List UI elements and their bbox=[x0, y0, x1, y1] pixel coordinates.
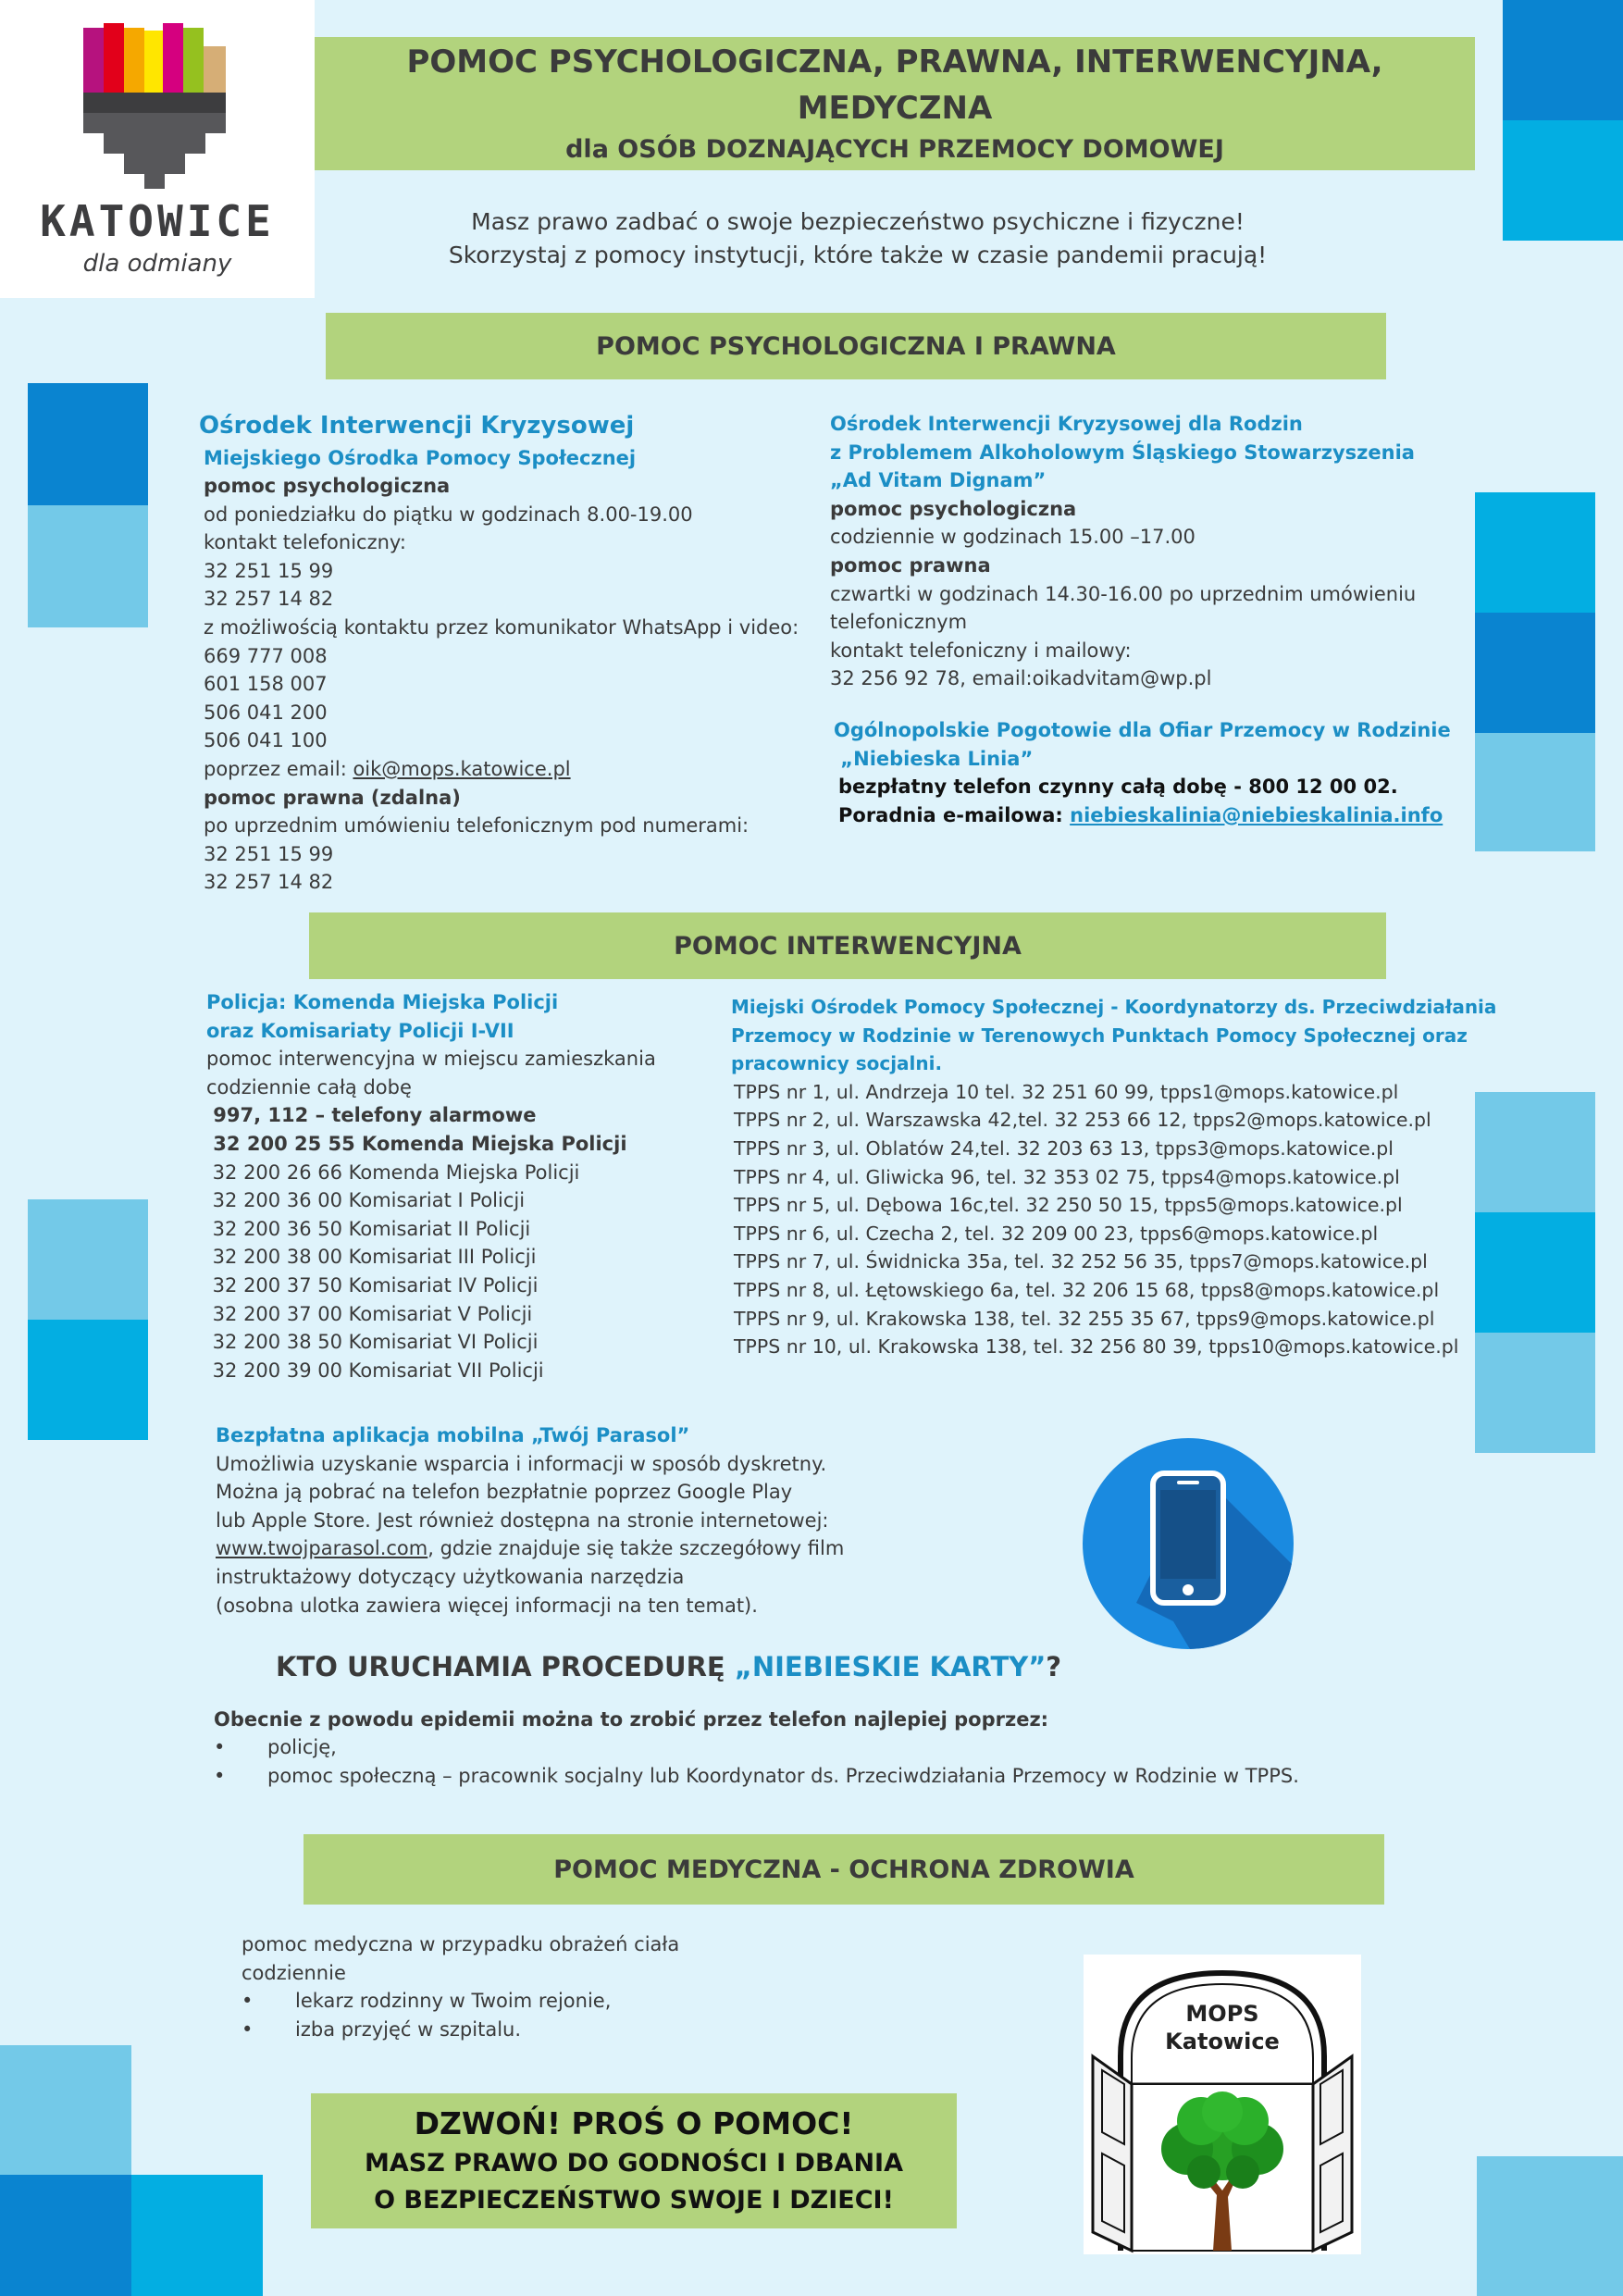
cards-list bbox=[214, 1733, 1299, 1790]
deco-square bbox=[1503, 120, 1623, 241]
advitam-line: 32 256 92 78, email:oikadvitam@wp.pl bbox=[830, 667, 1212, 690]
medical-list-text: izba przyjęć w szpitalu. bbox=[295, 2017, 522, 2041]
cards-question-suffix: ? bbox=[1046, 1651, 1062, 1682]
medical-list-item bbox=[242, 2016, 679, 2044]
police-number: 32 200 38 50 Komisariat VI Policji bbox=[206, 1331, 539, 1354]
cards-intro: Obecnie z powodu epidemii można to zrobić przez telefon najlepiej poprzez: bbox=[214, 1708, 1049, 1731]
deco-square bbox=[1475, 492, 1595, 613]
police-alarm: 997, 112 – telefony alarmowe bbox=[206, 1104, 537, 1127]
deco-square bbox=[0, 2175, 131, 2296]
police-number: 32 200 37 50 Komisariat IV Policji bbox=[206, 1273, 539, 1297]
deco-square bbox=[28, 1320, 148, 1440]
police-number: 32 200 37 00 Komisariat V Policji bbox=[206, 1302, 533, 1325]
section-title: POMOC MEDYCZNA - OCHRONA ZDROWIA bbox=[553, 1855, 1134, 1884]
oik-line: z możliwością kontaktu przez komunikator WhatsApp i video: bbox=[204, 615, 799, 639]
tpps-row: TPPS nr 1, ul. Andrzeja 10 tel. 32 251 60 99, tpps1@mops.katowice.pl bbox=[734, 1080, 1399, 1103]
oik-line: 32 251 15 99 bbox=[204, 559, 334, 582]
mops-coord-block bbox=[731, 993, 1496, 1361]
medical-block bbox=[242, 1930, 679, 2043]
mops-coord-heading: Przemocy w Rodzinie w Terenowych Punktach Pomocy Społecznej oraz bbox=[731, 1024, 1468, 1047]
section-header-med bbox=[304, 1834, 1384, 1905]
police-number: 32 200 38 00 Komisariat III Policji bbox=[206, 1246, 537, 1269]
intro-line: Masz prawo zadbać o swoje bezpieczeństwo psychiczne i fizyczne! bbox=[471, 208, 1245, 235]
intro-line: Skorzystaj z pomocy instytucji, które także w czasie pandemii pracują! bbox=[448, 242, 1268, 268]
police-line: codziennie całą dobę bbox=[206, 1075, 412, 1098]
medical-list bbox=[242, 1987, 679, 2043]
mops-logo-line: MOPS bbox=[1185, 2001, 1259, 2027]
phone-icon bbox=[1081, 1436, 1295, 1651]
cards-list-text: policję, bbox=[267, 1736, 337, 1758]
footer-cta bbox=[311, 2093, 957, 2228]
niebieska-email-prefix: Poradnia e-mailowa: bbox=[838, 803, 1071, 826]
mops-coord-heading: pracownicy socjalni. bbox=[731, 1052, 943, 1075]
advitam-block bbox=[830, 410, 1416, 693]
app-line: Umożliwia uzyskanie wsparcia i informacji w sposób dyskretny. bbox=[216, 1452, 827, 1475]
advitam-heading: „Ad Vitam Dignam” bbox=[830, 469, 1047, 492]
medical-list-text: lekarz rodzinny w Twoim rejonie, bbox=[295, 1990, 612, 2013]
app-block bbox=[216, 1421, 844, 1620]
deco-square bbox=[28, 1199, 148, 1320]
app-url-line bbox=[216, 1534, 844, 1563]
niebieska-email-link[interactable]: niebieskalinia@niebieskalinia.info bbox=[1070, 803, 1443, 826]
advitam-legal-label: pomoc prawna bbox=[830, 553, 991, 577]
app-heading: Bezpłatna aplikacja mobilna „Twój Parasol” bbox=[216, 1424, 690, 1446]
deco-square bbox=[0, 2045, 131, 2175]
cards-list-item bbox=[214, 1733, 1299, 1762]
cards-list-text: pomoc społeczną – pracownik socjalny lub Koordynator ds. Przeciwdziałania Przemocy w Rodzinie w TPPS. bbox=[267, 1764, 1299, 1787]
oik-line: 669 777 008 bbox=[204, 644, 328, 667]
footer-cta-line: DZWOŃ! PROŚ O POMOC! bbox=[414, 2105, 854, 2141]
oik-heading: Ośrodek Interwencji Kryzysowej bbox=[199, 412, 635, 440]
oik-legal-line: 32 257 14 82 bbox=[204, 871, 334, 894]
cards-question-prefix: KTO URUCHAMIA PROCEDURĘ bbox=[276, 1651, 735, 1682]
oik-line: kontakt telefoniczny: bbox=[204, 531, 406, 554]
app-line: Można ją pobrać na telefon bezpłatnie poprzez Google Play bbox=[216, 1481, 793, 1504]
niebieska-heading: Ogólnopolskie Pogotowie dla Ofiar Przemocy w Rodzinie bbox=[834, 719, 1451, 741]
tpps-row: TPPS nr 3, ul. Oblatów 24,tel. 32 203 63 13, tpps3@mops.katowice.pl bbox=[734, 1136, 1394, 1160]
intro-text bbox=[315, 205, 1401, 272]
police-block bbox=[206, 988, 656, 1384]
deco-square bbox=[1477, 2156, 1623, 2296]
police-heading: oraz Komisariaty Policji I-VII bbox=[206, 1019, 514, 1042]
deco-square bbox=[1475, 733, 1595, 851]
tree-icon bbox=[1132, 2084, 1313, 2251]
advitam-line: czwartki w godzinach 14.30-16.00 po uprzednim umówieniu bbox=[830, 582, 1417, 605]
medical-list-item bbox=[242, 1987, 679, 2016]
header-banner bbox=[315, 37, 1475, 170]
oik-email-link[interactable]: oik@mops.katowice.pl bbox=[353, 757, 571, 780]
footer-cta-line: O BEZPIECZEŃSTWO SWOJE I DZIECI! bbox=[374, 2186, 894, 2215]
section-title: POMOC INTERWENCYJNA bbox=[674, 931, 1022, 961]
advitam-heading: z Problemem Alkoholowym Śląskiego Stowarzyszenia bbox=[830, 441, 1415, 464]
police-number: 32 200 36 50 Komisariat II Policji bbox=[206, 1217, 531, 1240]
page-subtitle: dla OSÓB DOZNAJĄCYCH PRZEMOCY DOMOWEJ bbox=[565, 135, 1224, 164]
niebieska-heading: „Niebieska Linia” bbox=[834, 747, 1034, 770]
tpps-row: TPPS nr 6, ul. Czecha 2, tel. 32 209 00 23, tpps6@mops.katowice.pl bbox=[734, 1222, 1379, 1245]
deco-square bbox=[1503, 0, 1623, 120]
police-line: pomoc interwencyjna w miejscu zamieszkania bbox=[206, 1048, 656, 1071]
niebieska-block bbox=[834, 716, 1451, 829]
section-title: POMOC PSYCHOLOGICZNA I PRAWNA bbox=[596, 331, 1116, 361]
deco-square bbox=[28, 505, 148, 627]
niebieska-phone: bezpłatny telefon czynny całą dobę - 800 12 00 02. bbox=[838, 776, 1398, 799]
medical-line: codziennie bbox=[242, 1961, 346, 1984]
niebieska-email-line bbox=[834, 801, 1451, 830]
cards-list-item bbox=[214, 1762, 1299, 1791]
advitam-psych-hours: codziennie w godzinach 15.00 –17.00 bbox=[830, 526, 1196, 549]
police-number: 32 200 26 66 Komenda Miejska Policji bbox=[206, 1160, 580, 1184]
section-header-interv bbox=[309, 912, 1386, 979]
page-title: POMOC PSYCHOLOGICZNA, PRAWNA, INTERWENCYJNA, MEDYCZNA bbox=[406, 43, 1383, 127]
oik-legal-line: 32 251 15 99 bbox=[204, 842, 334, 865]
police-number: 32 200 36 00 Komisariat I Policji bbox=[206, 1189, 526, 1212]
app-url-link[interactable]: www.twojparasol.com bbox=[216, 1537, 428, 1560]
footer-cta-line: MASZ PRAWO DO GODNOŚCI I DBANIA bbox=[364, 2149, 903, 2178]
advitam-line: telefonicznym bbox=[830, 611, 968, 634]
katowice-crown-icon bbox=[81, 23, 248, 190]
oik-psych-label: pomoc psychologiczna bbox=[204, 475, 451, 497]
cards-question bbox=[276, 1651, 1061, 1682]
oik-line: 601 158 007 bbox=[204, 673, 328, 696]
mops-logo bbox=[1084, 1955, 1361, 2254]
section-header-psych bbox=[326, 313, 1386, 379]
police-heading: Policja: Komenda Miejska Policji bbox=[206, 991, 559, 1013]
logo-tagline: dla odmiany bbox=[82, 250, 232, 278]
oik-email-prefix: poprzez email: bbox=[204, 757, 353, 780]
police-main: 32 200 25 55 Komenda Miejska Policji bbox=[206, 1132, 627, 1155]
deco-square bbox=[131, 2175, 263, 2296]
deco-square bbox=[28, 383, 148, 505]
oik-line: od poniedziałku do piątku w godzinach 8.00-19.00 bbox=[204, 503, 693, 526]
oik-line: 506 041 200 bbox=[204, 701, 328, 724]
logo-city-name: KATOWICE bbox=[40, 196, 275, 246]
oik-legal-label: pomoc prawna (zdalna) bbox=[204, 786, 461, 809]
oik-subheading: Miejskiego Ośrodka Pomocy Społecznej bbox=[204, 447, 637, 469]
tpps-row: TPPS nr 4, ul. Gliwicka 96, tel. 32 353 02 75, tpps4@mops.katowice.pl bbox=[734, 1165, 1400, 1188]
tpps-row: TPPS nr 10, ul. Krakowska 138, tel. 32 256 80 39, tpps10@mops.katowice.pl bbox=[734, 1335, 1459, 1359]
advitam-psych-label: pomoc psychologiczna bbox=[830, 497, 1077, 520]
mops-logo-line: Katowice bbox=[1165, 2029, 1280, 2054]
medical-line: pomoc medyczna w przypadku obrażeń ciała bbox=[242, 1933, 680, 1955]
tpps-row: TPPS nr 2, ul. Warszawska 42,tel. 32 253 66 12, tpps2@mops.katowice.pl bbox=[734, 1109, 1431, 1132]
mops-coord-heading: Miejski Ośrodek Pomocy Społecznej - Koordynatorzy ds. Przeciwdziałania bbox=[731, 996, 1497, 1018]
tpps-row: TPPS nr 7, ul. Świdnicka 35a, tel. 32 252 56 35, tpps7@mops.katowice.pl bbox=[734, 1250, 1428, 1273]
police-number: 32 200 39 00 Komisariat VII Policji bbox=[206, 1359, 544, 1382]
deco-square bbox=[1475, 613, 1595, 733]
oik-block bbox=[199, 407, 799, 897]
tpps-row: TPPS nr 5, ul. Dębowa 16c,tel. 32 250 50 15, tpps5@mops.katowice.pl bbox=[734, 1194, 1403, 1217]
app-line: lub Apple Store. Jest również dostępna na stronie internetowej: bbox=[216, 1508, 829, 1532]
tpps-row: TPPS nr 8, ul. Łętowskiego 6a, tel. 32 206 15 68, tpps8@mops.katowice.pl bbox=[734, 1278, 1440, 1301]
app-line: instruktażowy dotyczący użytkowania narzędzia bbox=[216, 1565, 685, 1588]
advitam-line: kontakt telefoniczny i mailowy: bbox=[830, 639, 1132, 662]
oik-email-line bbox=[204, 755, 799, 784]
oik-legal-line: po uprzednim umówieniu telefonicznym pod numerami: bbox=[204, 814, 750, 838]
oik-line: 32 257 14 82 bbox=[204, 588, 334, 611]
oik-line: 506 041 100 bbox=[204, 729, 328, 752]
tpps-row: TPPS nr 9, ul. Krakowska 138, tel. 32 255 35 67, tpps9@mops.katowice.pl bbox=[734, 1307, 1435, 1330]
katowice-logo bbox=[0, 0, 315, 298]
app-line: (osobna ulotka zawiera więcej informacji na ten temat). bbox=[216, 1594, 758, 1617]
app-url-suffix: , gdzie znajduje się także szczegółowy film bbox=[427, 1537, 845, 1560]
cards-question-highlight: „NIEBIESKIE KARTY” bbox=[734, 1651, 1047, 1682]
advitam-heading: Ośrodek Interwencji Kryzysowej dla Rodzin bbox=[830, 413, 1303, 435]
